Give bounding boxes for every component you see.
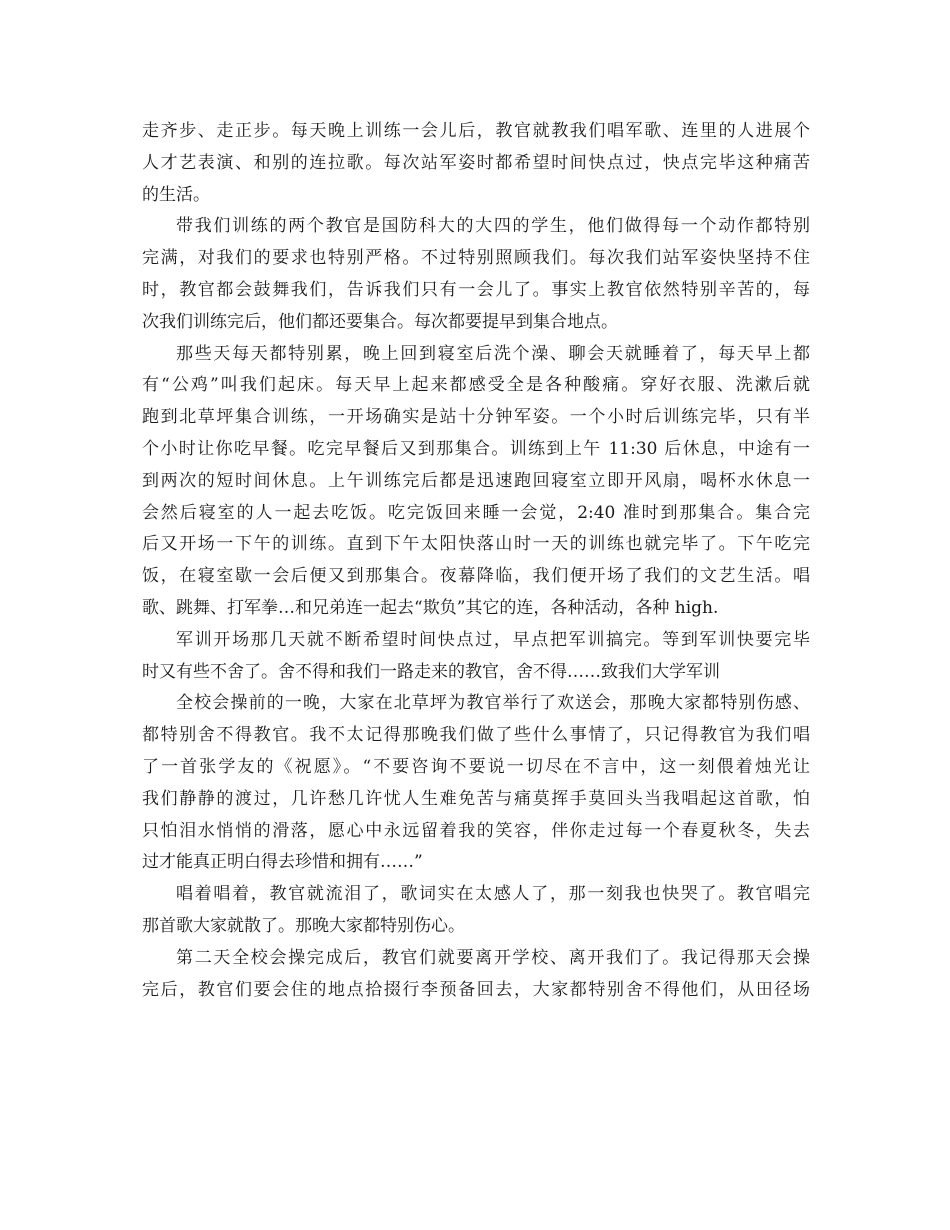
text-line: 第二天全校会操完成后，教官们就要离开学校、离开我们了。我记得那天会操 — [176, 947, 810, 968]
text-line: 只怕泪水悄悄的滑落，愿心中永远留着我的笑容，伴你走过每一个春夏秋冬，失去 — [142, 820, 810, 841]
text-line: 次我们训练完后，他们都还要集合。每次都要提早到集合地点。 — [142, 311, 618, 332]
text-line: 饭，在寝室歇一会后便又到那集合。夜幕降临，我们便开场了我们的文艺生活。唱 — [142, 566, 810, 587]
text-line: 人才艺表演、和别的连拉歌。每次站军姿时都希望时间快点过，快点完毕这种痛苦 — [142, 152, 810, 173]
text-line: 那首歌大家就散了。那晚大家都特别伤心。 — [142, 915, 465, 936]
text-line: 时，教官都会鼓舞我们，告诉我们只有一会儿了。事实上教官依然特别辛苦的，每 — [142, 279, 810, 300]
text-line: 走齐步、走正步。每天晚上训练一会儿后，教官就教我们唱军歌、连里的人进展个 — [142, 121, 810, 141]
text-line: 会然后寝室的人一起去吃饭。吃完饭回来睡一会觉，2:40 准时到那集合。集合完 — [142, 502, 810, 523]
text-line: 的生活。 — [142, 184, 210, 205]
text-line: 跑到北草坪集合训练，一开场确实是站十分钟军姿。一个小时后训练完毕，只有半 — [142, 407, 810, 428]
text-line: 歌、跳舞、打军拳…和兄弟连一起去“欺负”其它的连，各种活动，各种 high. — [142, 597, 719, 618]
text-line: 那些天每天都特别累，晚上回到寝室后洗个澡、聊会天就睡着了，每天早上都 — [176, 343, 810, 364]
text-line: 了一首张学友的《祝愿》。“不要咨询不要说一切尽在不言中，这一刻偎着烛光让 — [142, 756, 810, 777]
text-line: 完后，教官们要会住的地点拾掇行李预备回去，大家都特别舍不得他们，从田径场 — [142, 979, 810, 1000]
text-line: 到两次的短时间休息。上午训练完后都是迅速跑回寝室立即开风扇，喝杯水休息一 — [142, 470, 810, 491]
text-line: 时又有些不舍了。舍不得和我们一路走来的教官，舍不得……致我们大学军训 — [142, 661, 720, 682]
text-line: 后又开场一下午的训练。直到下午太阳快落山时一天的训练也就完毕了。下午吃完 — [142, 534, 810, 555]
text-line: 军训开场那几天就不断希望时间快点过，早点把军训搞完。等到军训快要完毕 — [176, 629, 810, 650]
text-line: 带我们训练的两个教官是国防科大的大四的学生，他们做得每一个动作都特别 — [176, 216, 810, 237]
text-line: 个小时让你吃早餐。吃完早餐后又到那集合。训练到上午 11:30 后休息，中途有一 — [142, 438, 810, 459]
text-line: 唱着唱着，教官就流泪了，歌词实在太感人了，那一刻我也快哭了。教官唱完 — [176, 884, 810, 905]
text-line: 我们静静的渡过，几许愁几许忧人生难免苦与痛莫挥手莫回头当我唱起这首歌，怕 — [142, 788, 810, 809]
text-line: 有“公鸡”叫我们起床。每天早上起来都感受全是各种酸痛。穿好衣服、洗漱后就 — [142, 375, 810, 396]
text-line: 过才能真正明白得去珍惜和拥有……” — [142, 852, 423, 873]
text-line: 全校会操前的一晚，大家在北草坪为教官举行了欢送会，那晚大家都特别伤感、 — [176, 693, 810, 714]
text-line: 都特别舍不得教官。我不太记得那晚我们做了些什么事情了，只记得教官为我们唱 — [142, 725, 810, 746]
body-text — [142, 116, 810, 1006]
text-line: 完满，对我们的要求也特别严格。不过特别照顾我们。每次我们站军姿快坚持不住 — [142, 248, 810, 269]
